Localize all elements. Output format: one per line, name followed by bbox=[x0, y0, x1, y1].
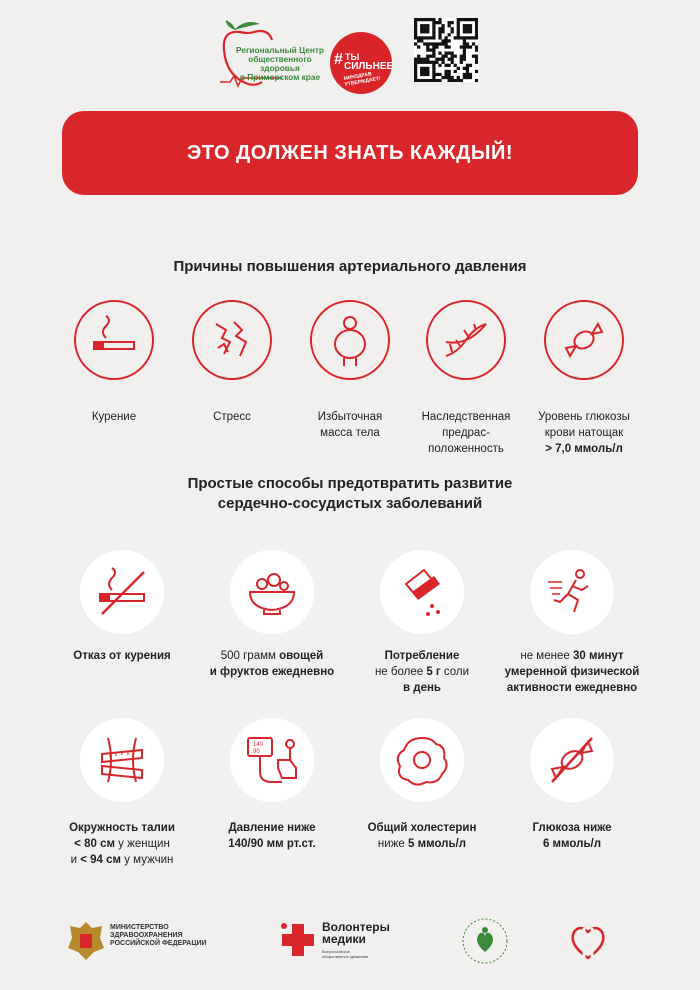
tip-label-line: не более 5 г соли bbox=[374, 666, 470, 678]
tip-glucose bbox=[482, 718, 662, 852]
qr-code[interactable] bbox=[414, 18, 478, 82]
volunteers-name: Волонтеры медики bbox=[322, 920, 390, 946]
cause-glucose bbox=[524, 300, 644, 457]
cause-label: Стресс bbox=[213, 411, 251, 423]
tip-label-line: Отказ от курения bbox=[73, 650, 171, 662]
tip-label-line: < 80 см у женщин bbox=[74, 838, 170, 850]
cigarette-icon bbox=[86, 312, 142, 368]
headline-text: ЭТО ДОЛЖЕН ЗНАТЬ КАЖДЫЙ! bbox=[187, 141, 513, 164]
candy-icon bbox=[556, 312, 612, 368]
heart-logo-icon bbox=[566, 920, 610, 964]
tip-label-line: в день bbox=[403, 682, 441, 694]
tip-label bbox=[482, 820, 662, 852]
salt-shaker-icon bbox=[392, 562, 452, 622]
no-smoking-icon bbox=[92, 562, 152, 622]
no-candy-icon bbox=[542, 730, 602, 790]
prevention-center-logo-icon bbox=[460, 916, 510, 966]
headline-banner bbox=[62, 111, 638, 195]
tip-label-line: Общий холестерин bbox=[367, 822, 477, 834]
campaign-logo: # ТЫ СИЛЬНЕЕ МИНЗДРАВ УТВЕРЖДАЕТ! bbox=[330, 32, 392, 94]
salad-bowl-icon bbox=[242, 562, 302, 622]
tip-label-line: 140/90 мм рт.ст. bbox=[228, 838, 316, 850]
dna-icon bbox=[438, 312, 494, 368]
prevention-title: Простые способы предотвратить развитие сердечно-сосудистых заболеваний bbox=[187, 475, 513, 512]
tip-label-line: Глюкоза ниже bbox=[532, 822, 612, 834]
cause-overweight bbox=[290, 300, 410, 441]
tip-label-line: не менее 30 минут bbox=[520, 650, 624, 662]
volunteers-subtitle: Всероссийское общественное движение bbox=[322, 949, 369, 959]
overweight-icon bbox=[322, 312, 378, 368]
regional-center-text: Региональный Центр общественного здоровья в Приморском крае bbox=[236, 45, 324, 82]
volunteers-logo-icon bbox=[278, 920, 318, 960]
tip-label-line: Давление ниже bbox=[228, 822, 316, 834]
coat-of-arms-icon bbox=[66, 918, 106, 962]
tip-label-line: 500 грамм овощей bbox=[220, 650, 324, 662]
cause-label: Уровень глюкозы крови натощак > 7,0 ммоль/л bbox=[538, 411, 630, 455]
blood-pressure-icon bbox=[242, 730, 302, 790]
cause-smoking bbox=[54, 300, 174, 425]
footer bbox=[0, 912, 700, 972]
tip-label-line: умеренной физической bbox=[504, 666, 640, 678]
fried-egg-icon bbox=[392, 730, 452, 790]
tip-label-line: ниже 5 ммоль/л bbox=[377, 838, 467, 850]
svg-text:14090: 140 90 bbox=[253, 742, 264, 755]
running-man-icon bbox=[542, 562, 602, 622]
stress-icon bbox=[204, 312, 260, 368]
tip-label-line: Окружность талии bbox=[69, 822, 175, 834]
tip-label-line: 6 ммоль/л bbox=[542, 838, 602, 850]
header bbox=[0, 14, 700, 94]
tip-label-line: Потребление bbox=[384, 650, 460, 662]
cause-label: Курение bbox=[91, 411, 137, 423]
cause-label: Избыточная масса тела bbox=[317, 411, 383, 439]
tip-label bbox=[482, 648, 662, 696]
waist-measure-icon bbox=[92, 730, 152, 790]
tip-label-line: активности ежедневно bbox=[506, 682, 638, 694]
cause-stress bbox=[172, 300, 292, 425]
causes-title: Причины повышения артериального давления bbox=[173, 258, 527, 275]
ministry-name: МИНИСТЕРСТВО ЗДРАВООХРАНЕНИЯ РОССИЙСКОЙ ФЕДЕРАЦИИ bbox=[110, 924, 207, 947]
cause-heredity bbox=[406, 300, 526, 457]
regional-center-logo bbox=[214, 16, 330, 94]
tip-label-line: и < 94 см у мужчин bbox=[70, 854, 174, 866]
cause-label: Наследственная предрас- положенность bbox=[421, 411, 511, 455]
tip-label-line: и фруктов ежедневно bbox=[209, 666, 335, 678]
qr-code-icon bbox=[414, 18, 478, 82]
tip-activity bbox=[482, 550, 662, 696]
